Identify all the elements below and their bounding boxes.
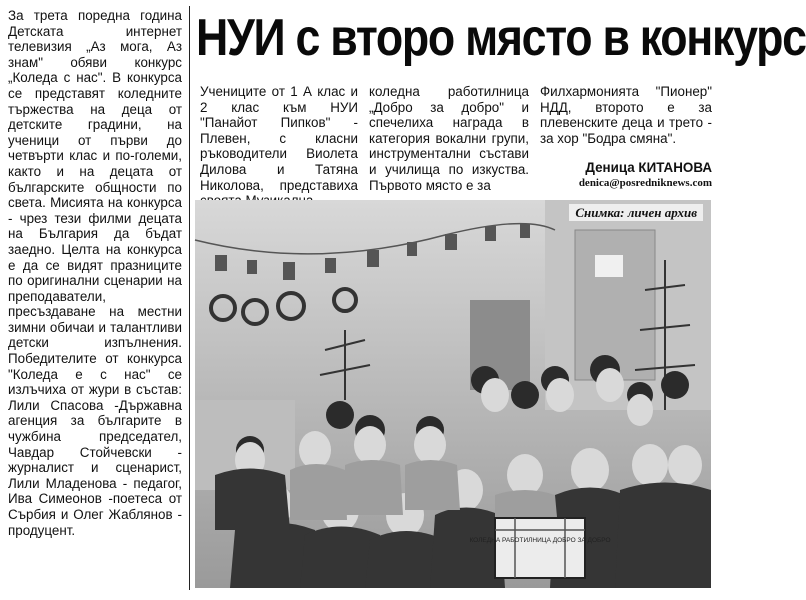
article-headline: НУИ с второ място в конкурс (196, 9, 806, 67)
column-3-paragraph: коледна работилница „Добро за добро" и спечелиха награда в категория вокални групи, инструментални състави и училища по изкуства. Първото място е за (369, 84, 529, 193)
column-4-paragraph: Филхармонията "Пионер" НДД, второто е за плевенските деца и трето - за хор "Бодра смяна". (540, 84, 712, 146)
left-column-text (8, 8, 182, 538)
article-photo (195, 200, 711, 588)
article-column-4 (540, 84, 712, 146)
column-divider (189, 6, 190, 590)
photo-caption: Снимка: личен архив (569, 204, 703, 221)
gift-box-label: КОЛЕДНА РАБОТИЛНИЦА ДОБРО ЗА ДОБРО (469, 537, 611, 544)
byline (540, 160, 712, 190)
article-column-3 (369, 84, 529, 193)
article-column-2 (200, 84, 358, 209)
column-2-paragraph: Учениците от 1 А клас и 2 клас към НУИ "Панайот Пипков" - Плевен, с класни ръководители Виолета Дилова и Татяна Николова, представиха (200, 84, 358, 193)
author-email: denica@posredniknews.com (578, 177, 712, 189)
left-column-paragraph: За трета поредна година Детската интернет телевизия „Аз мога, Аз знам" обяви конкурс „Коледа с нас". В конкурса се представят коледните тържества на деца от детските градини, на ученици от първи до четвърти клас и по-големи, както и на децата от българските общности по света. Мисията на конкурса - чрез тези филми децата на България да бъдат заедно. Целта на конкурса е да се видят празниците по оригинални сценарии на преподаватели, пресъздаване на местни зимни обичаи и талантливи детски изпълнения. Победителите от конкурса "Коледа е с нас" се излъчиха от жури в състав: Лили Спасова -Държавна агенция за българите в чужбина председател, Чавдар Стойчевски - журналист и сценарист, Лили Младенова - педагог, Ива Симеонов -поетеса от Сърбия и Олег Жаблянов - продуцент. (8, 8, 182, 538)
children-group-photo (195, 200, 711, 588)
author-name: Деница КИТАНОВА (585, 160, 712, 175)
